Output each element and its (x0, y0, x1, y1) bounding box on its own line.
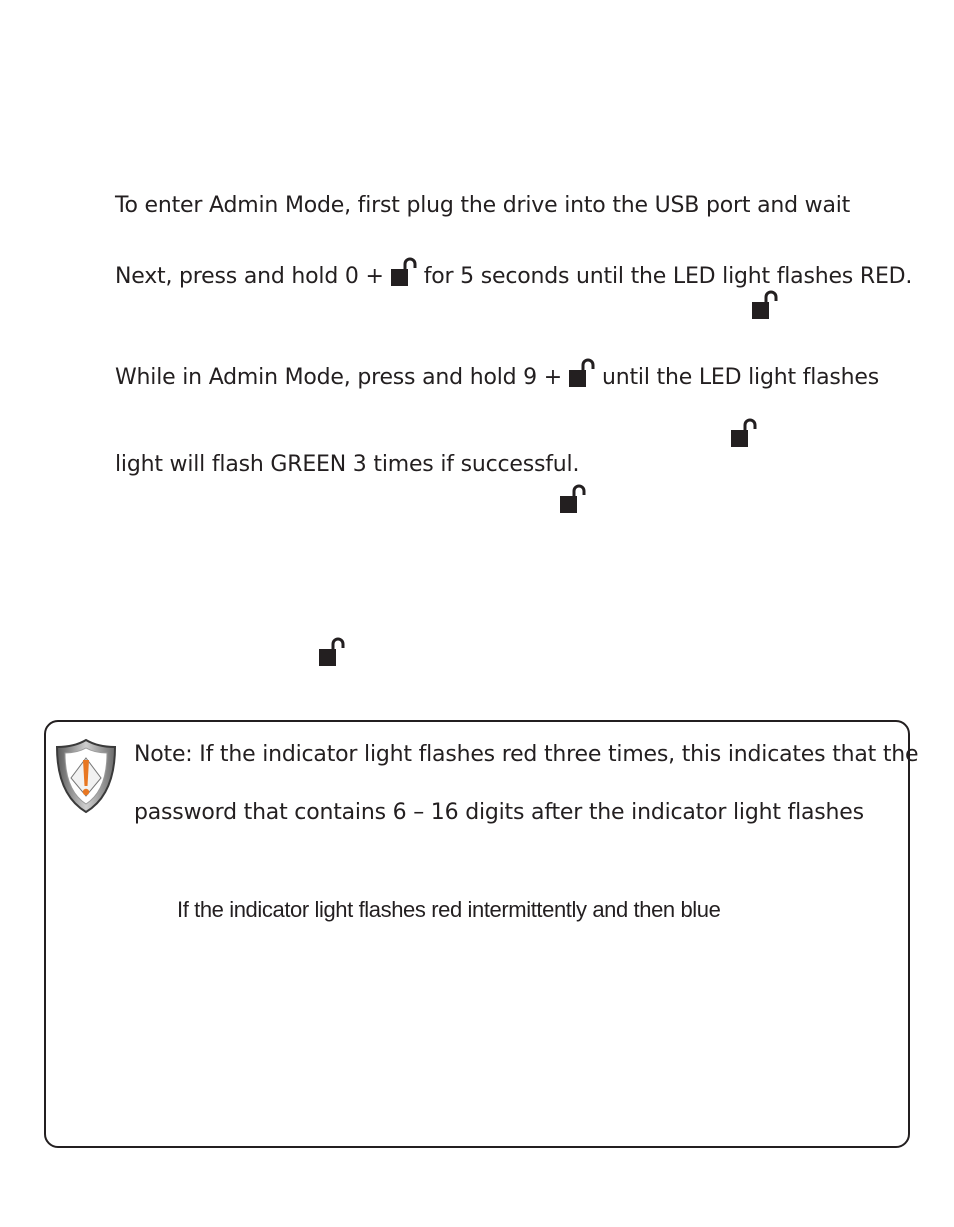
instruction-line-4: light will flash GREEN 3 times if successful. (115, 452, 580, 477)
instruction-line-1: To enter Admin Mode, first plug the drive into the USB port and wait (115, 193, 851, 218)
instruction-line-3-start: While in Admin Mode, press and hold 9 + (115, 365, 562, 390)
unlock-icon (559, 484, 587, 514)
unlock-icon (568, 358, 596, 388)
instruction-line-2-end: for 5 seconds until the LED light flashes RED. (423, 264, 913, 289)
note-box (44, 720, 910, 1148)
warning-shield-icon (54, 738, 118, 814)
instruction-line-3-end: until the LED light flashes (602, 365, 880, 390)
instruction-line-2 (115, 257, 912, 291)
note-line-1: Note: If the indicator light flashes red three times, this indicates that the (134, 742, 919, 767)
instruction-line-2-start: Next, press and hold 0 + (115, 264, 384, 289)
unlock-icon (730, 418, 758, 448)
unlock-icon (318, 637, 346, 667)
note-line-2: password that contains 6 – 16 digits after the indicator light flashes (134, 800, 864, 825)
unlock-icon (751, 290, 779, 320)
note-line-3: If the indicator light flashes red intermittently and then blue (177, 897, 721, 922)
unlock-icon (390, 257, 418, 287)
instruction-line-3 (115, 358, 879, 392)
